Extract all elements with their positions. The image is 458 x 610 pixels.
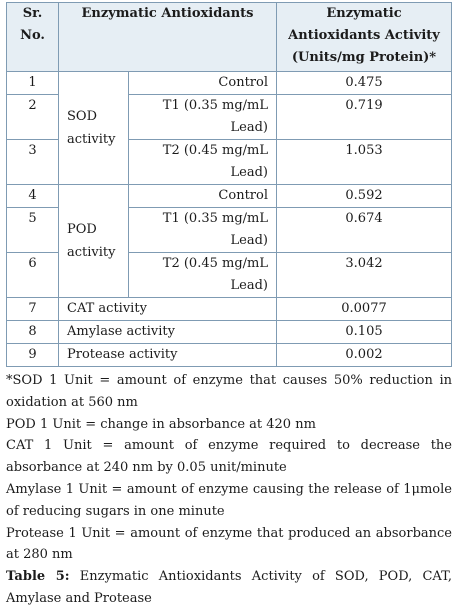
- table-header-row: [7, 3, 452, 72]
- row-number: 9: [7, 344, 59, 367]
- table-row: [7, 185, 452, 208]
- note-amylase: Amylase 1 Unit = amount of enzyme causing the release of 1μmole of reducing sugars in one minute: [6, 481, 452, 519]
- header-activity-line2: Antioxidants Activity: [288, 28, 440, 43]
- row-number: 7: [7, 298, 59, 321]
- header-activity-line1: Enzymatic: [326, 6, 402, 21]
- condition-line2: Lead): [230, 120, 268, 135]
- header-enzymatic-text: Enzymatic Antioxidants: [81, 6, 254, 21]
- note-cat: CAT 1 Unit = amount of enzyme required to decrease the absorbance at 240 nm by 0.05 unit/minute: [6, 438, 452, 476]
- note-protease: Protease 1 Unit = amount of enzyme that produced an absorbance at 280 nm: [6, 525, 452, 563]
- note-pod: POD 1 Unit = change in absorbance at 420 nm: [6, 416, 316, 432]
- condition-line2: Lead): [230, 278, 268, 293]
- group-name-line2: activity: [67, 245, 116, 260]
- row-condition: [129, 95, 277, 140]
- table-footnotes: [6, 370, 452, 610]
- condition-line1: T2 (0.45 mg/mL: [162, 143, 268, 158]
- caption-text: Enzymatic Antioxidants Activity of SOD, POD, CAT, Amylase and Protease: [6, 569, 452, 606]
- row-condition: Control: [129, 185, 277, 208]
- enzymatic-antioxidants-table: [6, 2, 452, 367]
- row-number: 6: [7, 253, 59, 298]
- table-row: [7, 321, 452, 344]
- row-number: 4: [7, 185, 59, 208]
- header-activity-line3: (Units/mg Protein)*: [291, 50, 437, 65]
- row-condition: [129, 208, 277, 253]
- group-name-line1: SOD: [67, 109, 97, 124]
- row-value: 0.674: [277, 208, 452, 253]
- row-value: 1.053: [277, 140, 452, 185]
- header-sr-line: Sr.: [22, 6, 43, 21]
- row-value: 0.592: [277, 185, 452, 208]
- row-condition: [129, 253, 277, 298]
- condition-line1: T2 (0.45 mg/mL: [162, 256, 268, 271]
- table-row: [7, 72, 452, 95]
- row-number: 2: [7, 95, 59, 140]
- row-number: 1: [7, 72, 59, 95]
- header-no-line: No.: [20, 28, 45, 43]
- group-name-pod: [59, 185, 129, 298]
- note-sod: *SOD 1 Unit = amount of enzyme that causes 50% reduction in oxidation at 560 nm: [6, 373, 452, 410]
- row-value: 3.042: [277, 253, 452, 298]
- condition-line2: Lead): [230, 165, 268, 180]
- row-number: 3: [7, 140, 59, 185]
- header-sr-no: [7, 3, 59, 72]
- condition-line1: T1 (0.35 mg/mL: [162, 211, 268, 226]
- row-value: 0.105: [277, 321, 452, 344]
- table-row: [7, 344, 452, 367]
- header-activity: [277, 3, 452, 72]
- row-name: Amylase activity: [59, 321, 277, 344]
- header-enzymatic-antioxidants: [59, 3, 277, 72]
- table-row: [7, 298, 452, 321]
- row-value: 0.475: [277, 72, 452, 95]
- row-name: CAT activity: [59, 298, 277, 321]
- group-name-sod: [59, 72, 129, 185]
- row-condition: [129, 140, 277, 185]
- row-value: 0.0077: [277, 298, 452, 321]
- group-name-line2: activity: [67, 132, 116, 147]
- table-caption: [6, 566, 452, 610]
- group-name-line1: POD: [67, 222, 97, 237]
- row-number: 8: [7, 321, 59, 344]
- condition-line1: T1 (0.35 mg/mL: [162, 98, 268, 113]
- caption-label: Table 5:: [6, 569, 70, 585]
- row-condition: Control: [129, 72, 277, 95]
- row-value: 0.002: [277, 344, 452, 367]
- condition-line2: Lead): [230, 233, 268, 248]
- row-number: 5: [7, 208, 59, 253]
- row-value: 0.719: [277, 95, 452, 140]
- row-name: Protease activity: [59, 344, 277, 367]
